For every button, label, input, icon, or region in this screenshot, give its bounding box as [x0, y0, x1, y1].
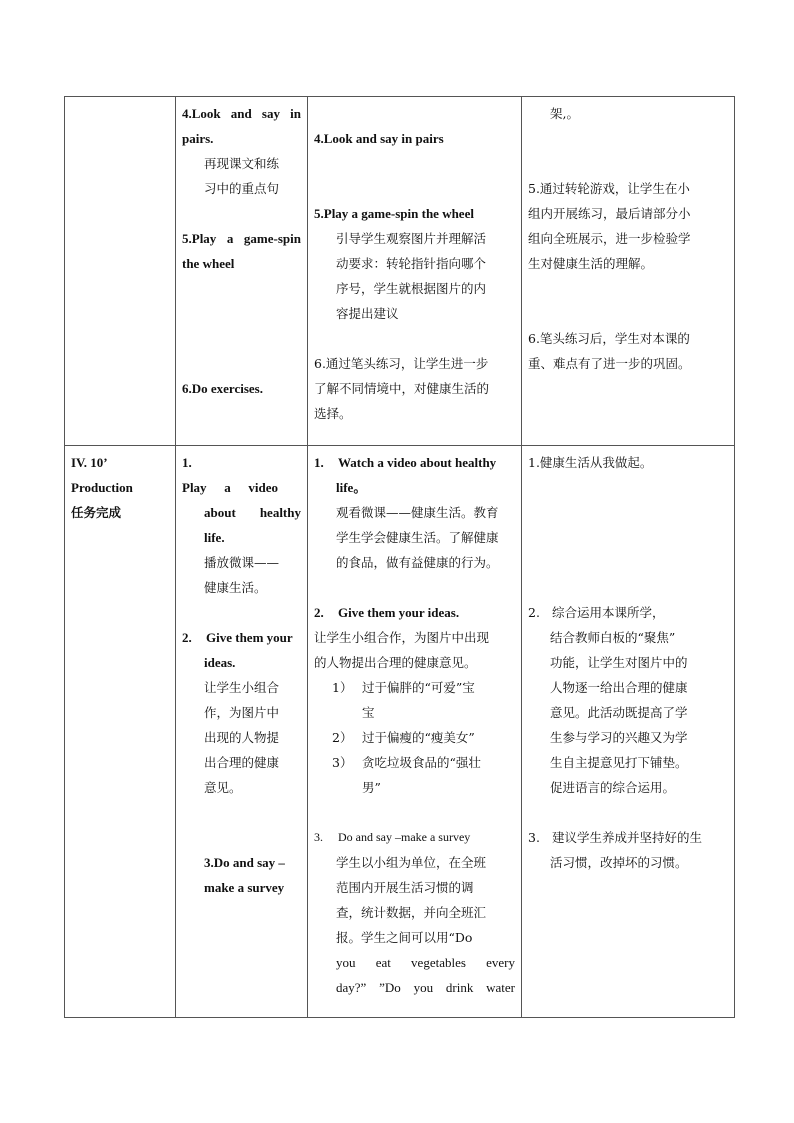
list-item: 2） 过于偏瘦的“瘦美女”	[332, 730, 475, 745]
purpose-text: 结合教师白板的“聚焦”	[550, 630, 676, 645]
teacher-activity-cell	[176, 446, 308, 1018]
activity-title: 6.Do exercises.	[182, 381, 263, 396]
purpose-text: 组内开展练习，最后请部分小	[528, 206, 691, 221]
stage-cell	[65, 446, 176, 1018]
list-item: 1） 过于偏胖的“可爱”宝	[332, 680, 475, 695]
list-item: 3） 贪吃垃圾食品的“强壮	[332, 755, 481, 770]
activity-desc: 范围内开展生活习惯的调	[336, 880, 474, 895]
activity-desc: 序号，学生就根据图片的内	[336, 281, 487, 296]
activity-desc: day?” ”Do you drink water	[336, 980, 515, 995]
activity-desc: 报。学生之间可以用“Do	[336, 930, 473, 945]
purpose-cell	[522, 97, 735, 446]
activity-title: life.	[204, 530, 225, 545]
activity-title: about healthy	[204, 505, 301, 520]
activity-desc: 作，为图片中	[204, 705, 280, 720]
purpose-text: 6.笔头练习后，学生对本课的	[528, 331, 690, 346]
lesson-plan-table	[64, 96, 735, 1018]
purpose-text: 3. 建议学生养成并坚持好的生	[528, 830, 703, 845]
activity-title: 1. Watch a video about healthy	[314, 455, 497, 470]
purpose-text: 5.通过转轮游戏，让学生在小	[528, 181, 690, 196]
activity-title: the wheel	[182, 256, 235, 271]
activity-desc: 出现的人物提	[204, 730, 280, 745]
stage-name: Production	[71, 480, 133, 495]
activity-desc: 习中的重点句	[204, 181, 280, 196]
student-activity-cell	[308, 97, 522, 446]
activity-desc: 引导学生观察图片并理解活	[336, 231, 487, 246]
purpose-text: 架,。	[550, 106, 579, 121]
activity-desc: 的食品，做有益健康的行为。	[336, 555, 499, 570]
list-item: 男”	[362, 780, 381, 795]
purpose-cell	[522, 446, 735, 1018]
stage-cell	[65, 97, 176, 446]
activity-title: 1.Play a video	[182, 455, 278, 495]
activity-desc: 学生以小组为单位，在全班	[336, 855, 487, 870]
activity-title: make a survey	[204, 880, 285, 895]
purpose-text: 生参与学习的兴趣又为学	[550, 730, 688, 745]
activity-title: 4.Look and say in pairs	[314, 131, 444, 146]
activity-desc: 的人物提出合理的健康意见。	[314, 655, 477, 670]
activity-title: 3.Do and say –	[204, 855, 285, 870]
purpose-text: 2. 综合运用本课所学，	[528, 605, 665, 620]
activity-title: 5.Play a game-spin	[182, 231, 301, 246]
activity-desc: 动要求：转轮指针指向哪个	[336, 256, 487, 271]
activity-title: 3. Do and say –make a survey	[314, 830, 471, 844]
table-row	[65, 446, 735, 1018]
purpose-text: 重、难点有了进一步的巩固。	[528, 356, 691, 371]
purpose-text: 意见。此活动既提高了学	[550, 705, 688, 720]
activity-desc: 再现课文和练	[204, 156, 280, 171]
activity-title: ideas.	[204, 655, 236, 670]
teacher-activity-cell	[176, 97, 308, 446]
activity-desc: you eat vegetables every	[336, 955, 515, 970]
activity-desc: 选择。	[314, 406, 352, 421]
stage-number: IV. 10’	[71, 455, 108, 470]
purpose-text: 生自主提意见打下铺垫。	[550, 755, 688, 770]
activity-title: pairs.	[182, 131, 214, 146]
activity-desc: 了解不同情境中，对健康生活的	[314, 381, 490, 396]
activity-desc: 容提出建议	[336, 306, 399, 321]
purpose-text: 人物逐一给出合理的健康	[550, 680, 688, 695]
purpose-text: 促进语言的综合运用。	[550, 780, 676, 795]
activity-desc: 意见。	[204, 780, 242, 795]
purpose-text: 组向全班展示，进一步检验学	[528, 231, 691, 246]
activity-desc: 出合理的健康	[204, 755, 280, 770]
activity-desc: 播放微课——	[204, 555, 280, 570]
activity-title: 4.Look and say in	[182, 106, 301, 121]
purpose-text: 功能，让学生对图片中的	[550, 655, 688, 670]
activity-desc: 让学生小组合	[204, 680, 280, 695]
activity-desc: 健康生活。	[204, 580, 267, 595]
purpose-text: 生对健康生活的理解。	[528, 256, 654, 271]
activity-desc: 6.通过笔头练习，让学生进一步	[314, 356, 489, 371]
purpose-text: 1.健康生活从我做起。	[528, 455, 653, 470]
activity-title: 5.Play a game-spin the wheel	[314, 206, 474, 221]
activity-title: life。	[336, 480, 367, 495]
activity-desc: 学生学会健康生活。了解健康	[336, 530, 499, 545]
activity-desc: 观看微课——健康生活。教育	[336, 505, 499, 520]
activity-title: 2. Give them your	[182, 630, 293, 645]
table-row	[65, 97, 735, 446]
activity-desc: 查，统计数据，并向全班汇	[336, 905, 487, 920]
student-activity-cell	[308, 446, 522, 1018]
activity-desc: 让学生小组合作，为图片中出现	[314, 630, 490, 645]
stage-name-cn: 任务完成	[71, 505, 122, 520]
activity-title: 2. Give them your ideas.	[314, 605, 460, 620]
purpose-text: 活习惯，改掉坏的习惯。	[550, 855, 688, 870]
list-item: 宝	[362, 705, 375, 720]
